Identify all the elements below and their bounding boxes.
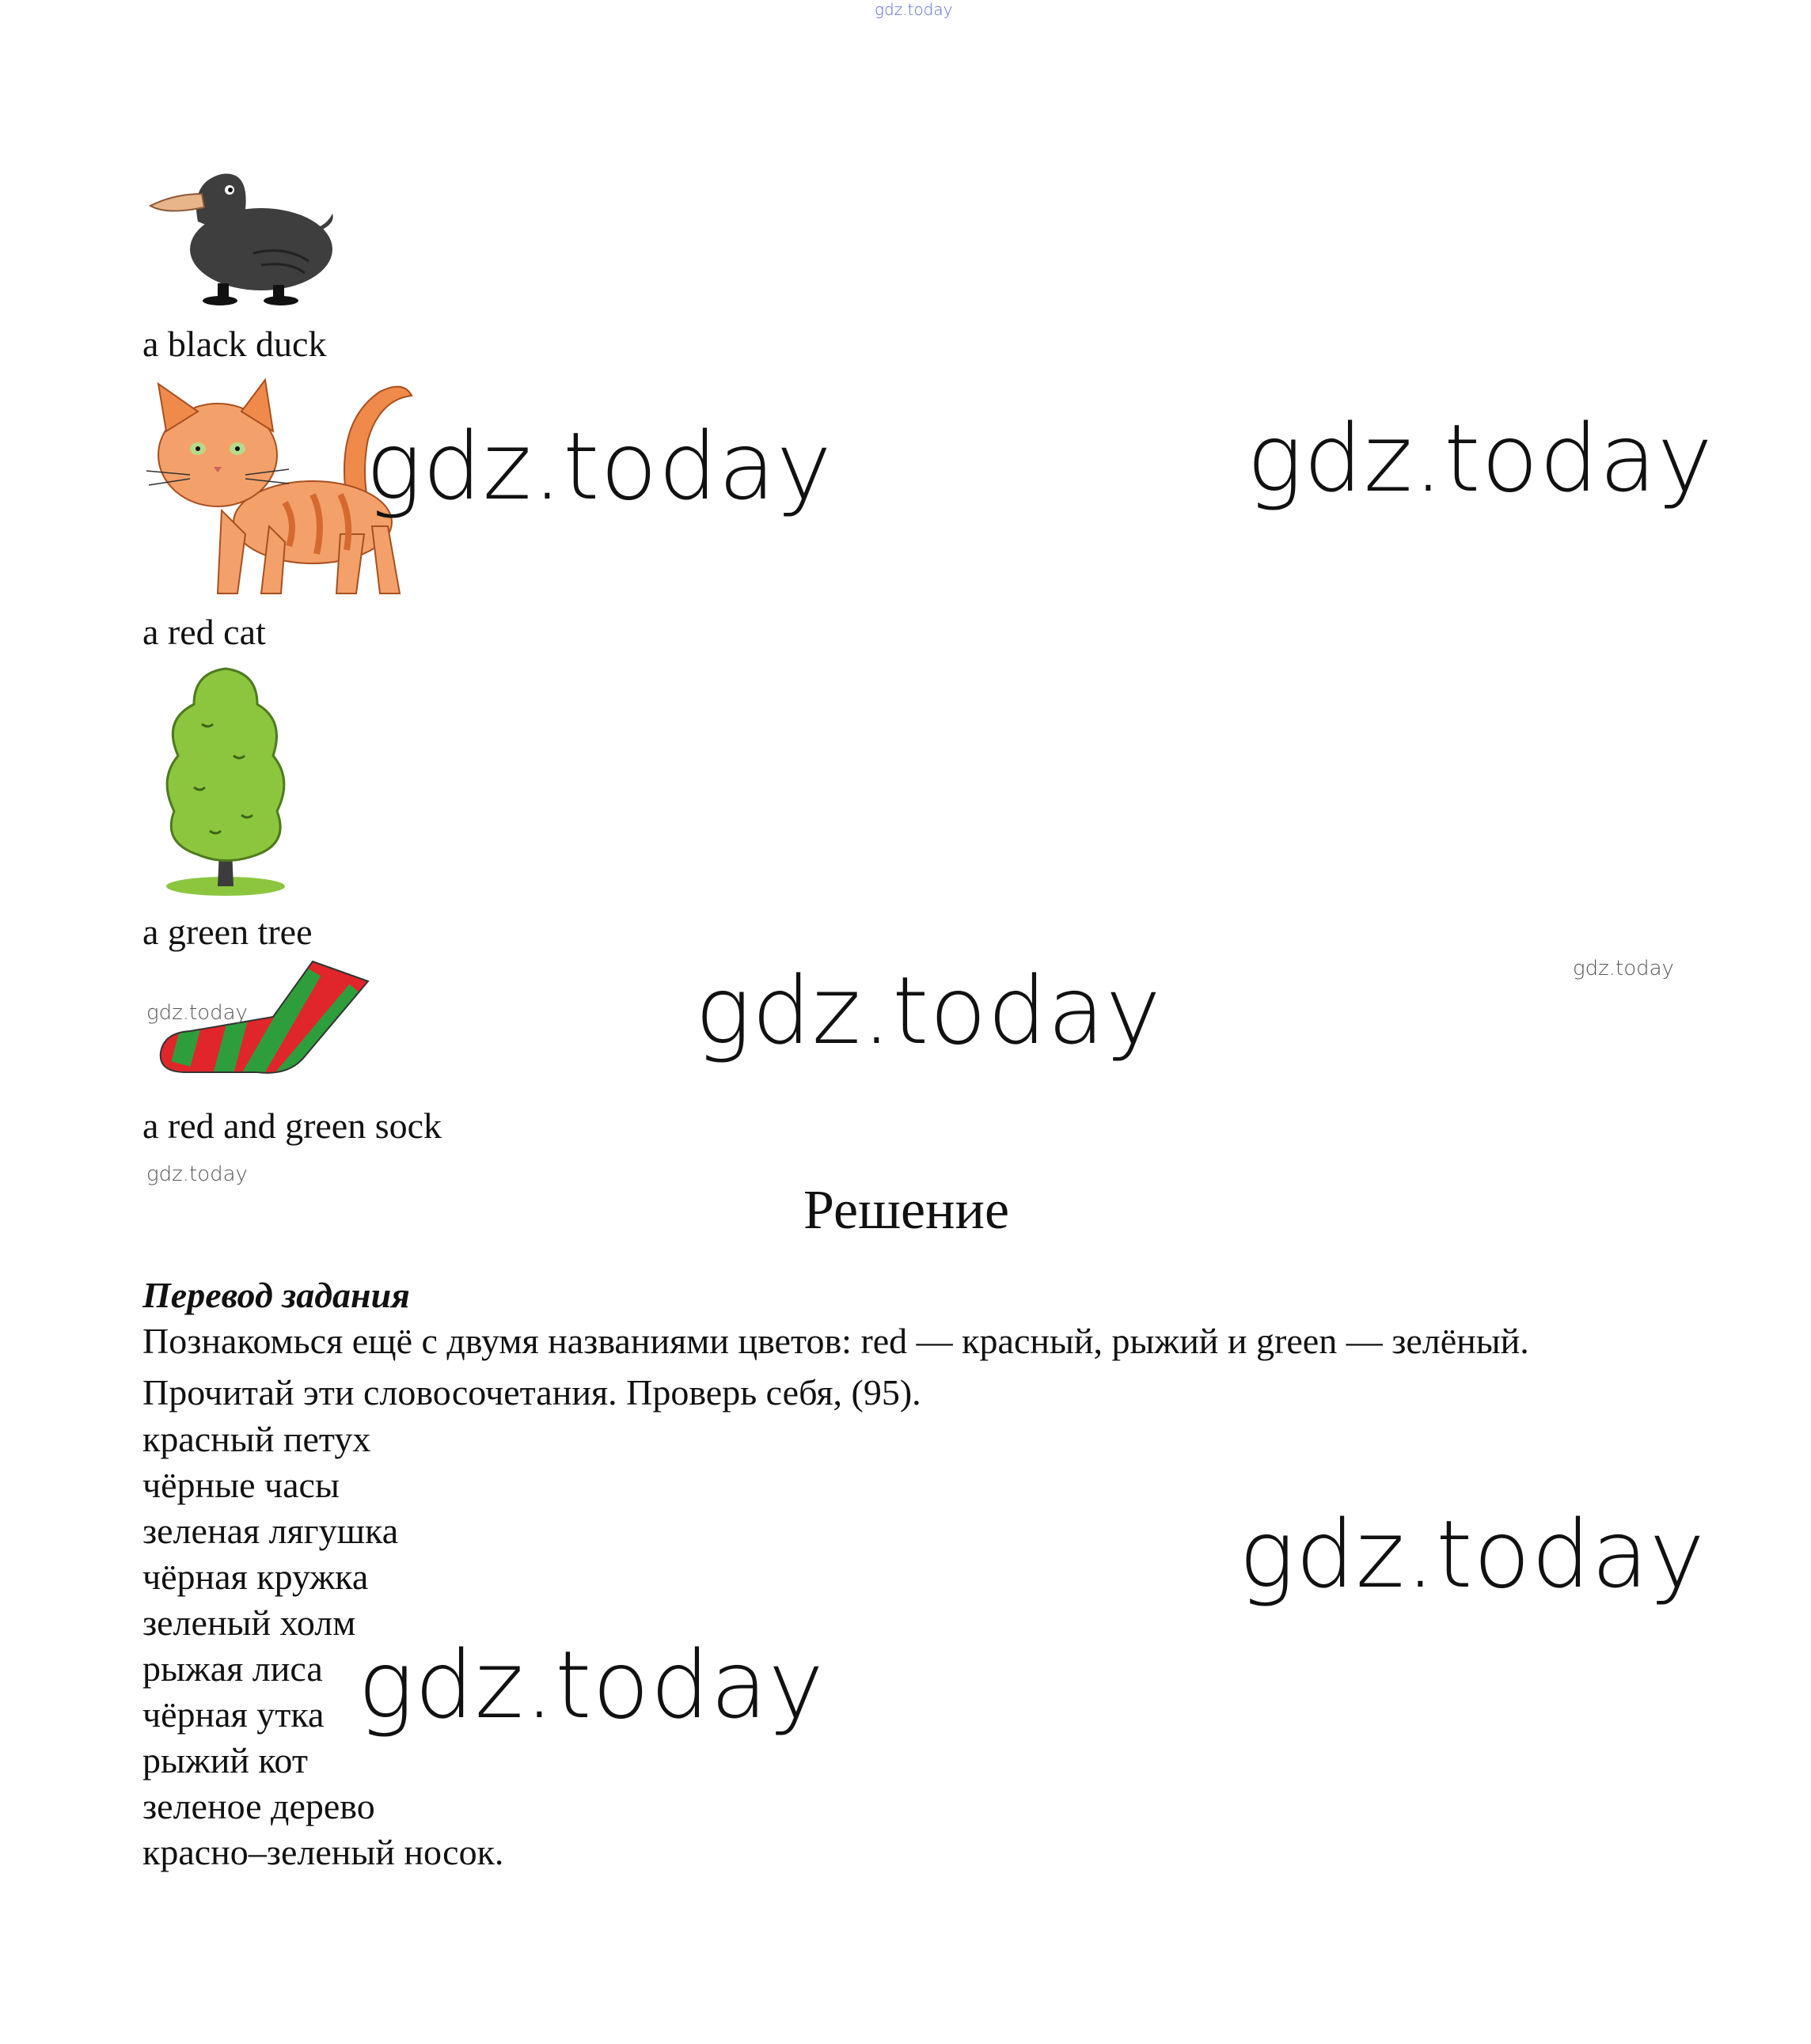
list-item: чёрные часы xyxy=(142,1465,340,1505)
watermark-big-2: gdz.today xyxy=(1247,404,1714,513)
watermark-small-sock: gdz.today xyxy=(146,1001,248,1025)
caption-red-cat: a red cat xyxy=(142,612,266,652)
list-item: зеленый холм xyxy=(142,1602,356,1643)
list-item: рыжий кот xyxy=(142,1740,308,1780)
list-item: чёрная утка xyxy=(142,1694,325,1735)
translation-title: Перевод задания xyxy=(142,1275,410,1315)
watermark-small-left: gdz.today xyxy=(146,1162,248,1186)
solution-heading: Решение xyxy=(803,1180,1010,1241)
list-item: чёрная кружка xyxy=(142,1557,369,1597)
caption-red-green-sock: a red and green sock xyxy=(142,1105,442,1146)
watermark-big-4: gdz.today xyxy=(1239,1500,1706,1609)
list-item: рыжая лиса xyxy=(142,1648,323,1689)
list-item: красно–зеленый носок. xyxy=(142,1832,504,1872)
list-item: красный петух xyxy=(142,1419,371,1459)
list-item: зеленая лягушка xyxy=(142,1511,399,1551)
caption-black-duck: a black duck xyxy=(142,324,327,364)
duck-picture xyxy=(142,150,340,309)
watermark-big-3: gdz.today xyxy=(695,956,1162,1065)
watermark-big-5: gdz.today xyxy=(358,1630,825,1739)
translation-line-2: Прочитай эти словосочетания. Проверь себя, (95). xyxy=(142,1372,921,1413)
watermark-small-right: gdz.today xyxy=(1573,957,1674,980)
watermark-big-1: gdz.today xyxy=(366,411,833,521)
watermark-top: gdz.today xyxy=(875,0,953,19)
translation-line-1: Познакомься ещё с двумя названиями цветов: red — красный, рыжий и green — зелёный. xyxy=(142,1321,1529,1361)
tree-picture xyxy=(154,661,297,898)
list-item: зеленое дерево xyxy=(142,1786,375,1826)
caption-green-tree: a green tree xyxy=(142,912,313,952)
